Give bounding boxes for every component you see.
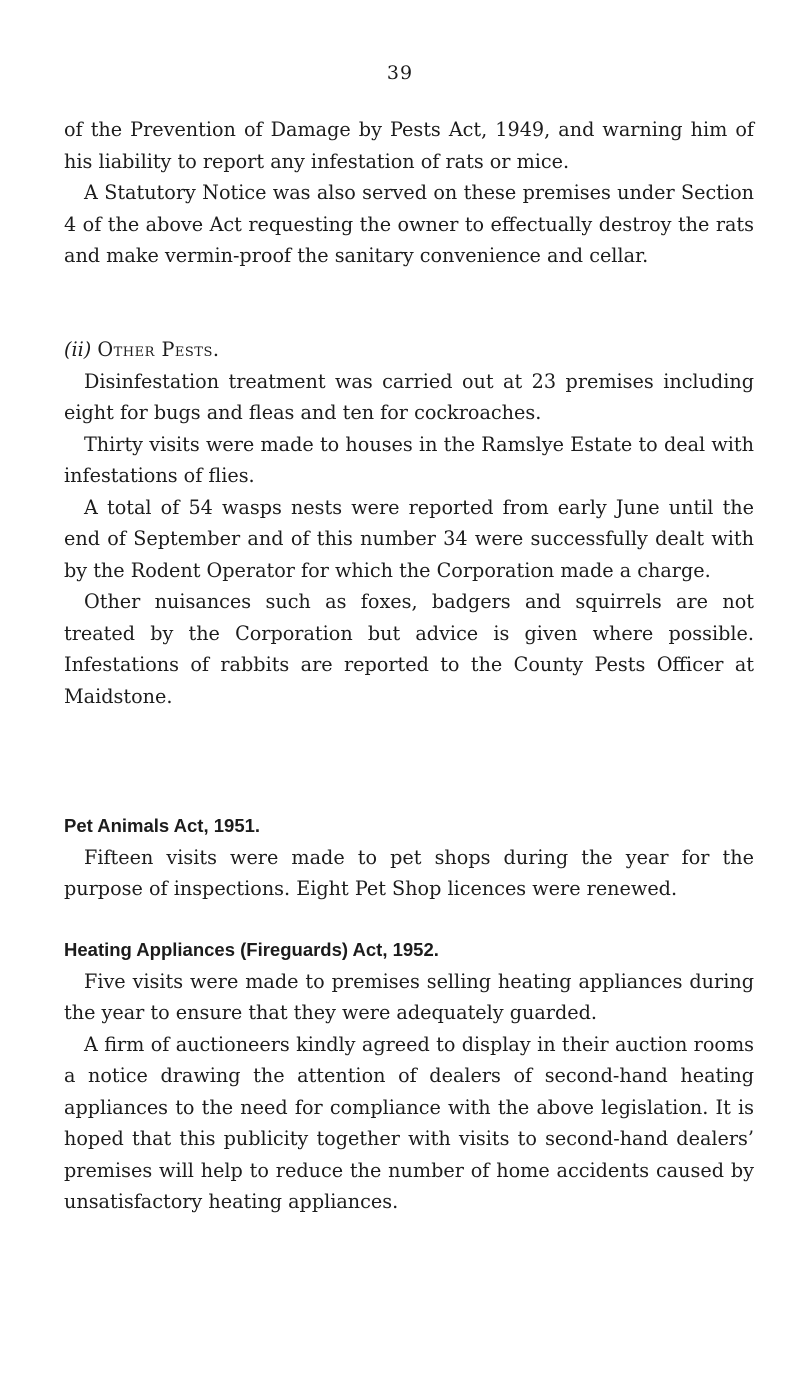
section-title: Other Pests. <box>97 338 220 361</box>
continuation-section <box>64 114 754 272</box>
other-pests-heading <box>64 334 754 366</box>
section-number: (ii) <box>64 338 92 361</box>
other-pests-section <box>64 334 754 712</box>
heating-appliances-heading: Heating Appliances (Fireguards) Act, 1952. <box>64 939 439 960</box>
other-nuisances-paragraph: Other nuisances such as foxes, badgers and squirrels are not treated by the Corporation but advice is given where possible. Infestations of rabbits are reported to the County Pests Officer at Maidstone. <box>64 590 754 708</box>
pet-animals-section <box>64 810 754 905</box>
continuation-paragraph: of the Prevention of Damage by Pests Act, 1949, and warning him of his liability to report any infestation of rats or mice. <box>64 118 754 173</box>
auctioneers-paragraph: A firm of auctioneers kindly agreed to display in their auction rooms a notice drawing the attention of dealers of second-hand heating appliances to the need for compliance with the above legislation. It is hoped that this publicity together with visits to second-hand dealers’ premises will help to reduce the number of home accidents caused by unsatisfactory heating appliances. <box>64 1032 754 1213</box>
page-number: 39 <box>386 62 414 84</box>
wasps-paragraph: A total of 54 wasps nests were reported from early June until the end of September and of this number 34 were successfully dealt with by the Rodent Operator for which the Corporation made a charge. <box>64 495 754 582</box>
heating-visits-paragraph: Five visits were made to premises selling heating appliances during the year to ensure that they were adequately guarded. <box>64 969 754 1024</box>
statutory-notice-paragraph: A Statutory Notice was also served on these premises under Section 4 of the above Act requesting the owner to effectually destroy the rats and make vermin-proof the sanitary convenience and cellar. <box>64 181 754 267</box>
heating-appliances-section <box>64 934 754 1218</box>
pet-animals-heading: Pet Animals Act, 1951. <box>64 815 261 836</box>
flies-paragraph: Thirty visits were made to houses in the Ramslye Estate to deal with infestations of flies. <box>64 432 754 487</box>
pet-shops-paragraph: Fifteen visits were made to pet shops during the year for the purpose of inspections. Eight Pet Shop licences were renewed. <box>64 845 754 900</box>
disinfestation-paragraph: Disinfestation treatment was carried out at 23 premises including eight for bugs and fleas and ten for cockroaches. <box>64 369 754 424</box>
